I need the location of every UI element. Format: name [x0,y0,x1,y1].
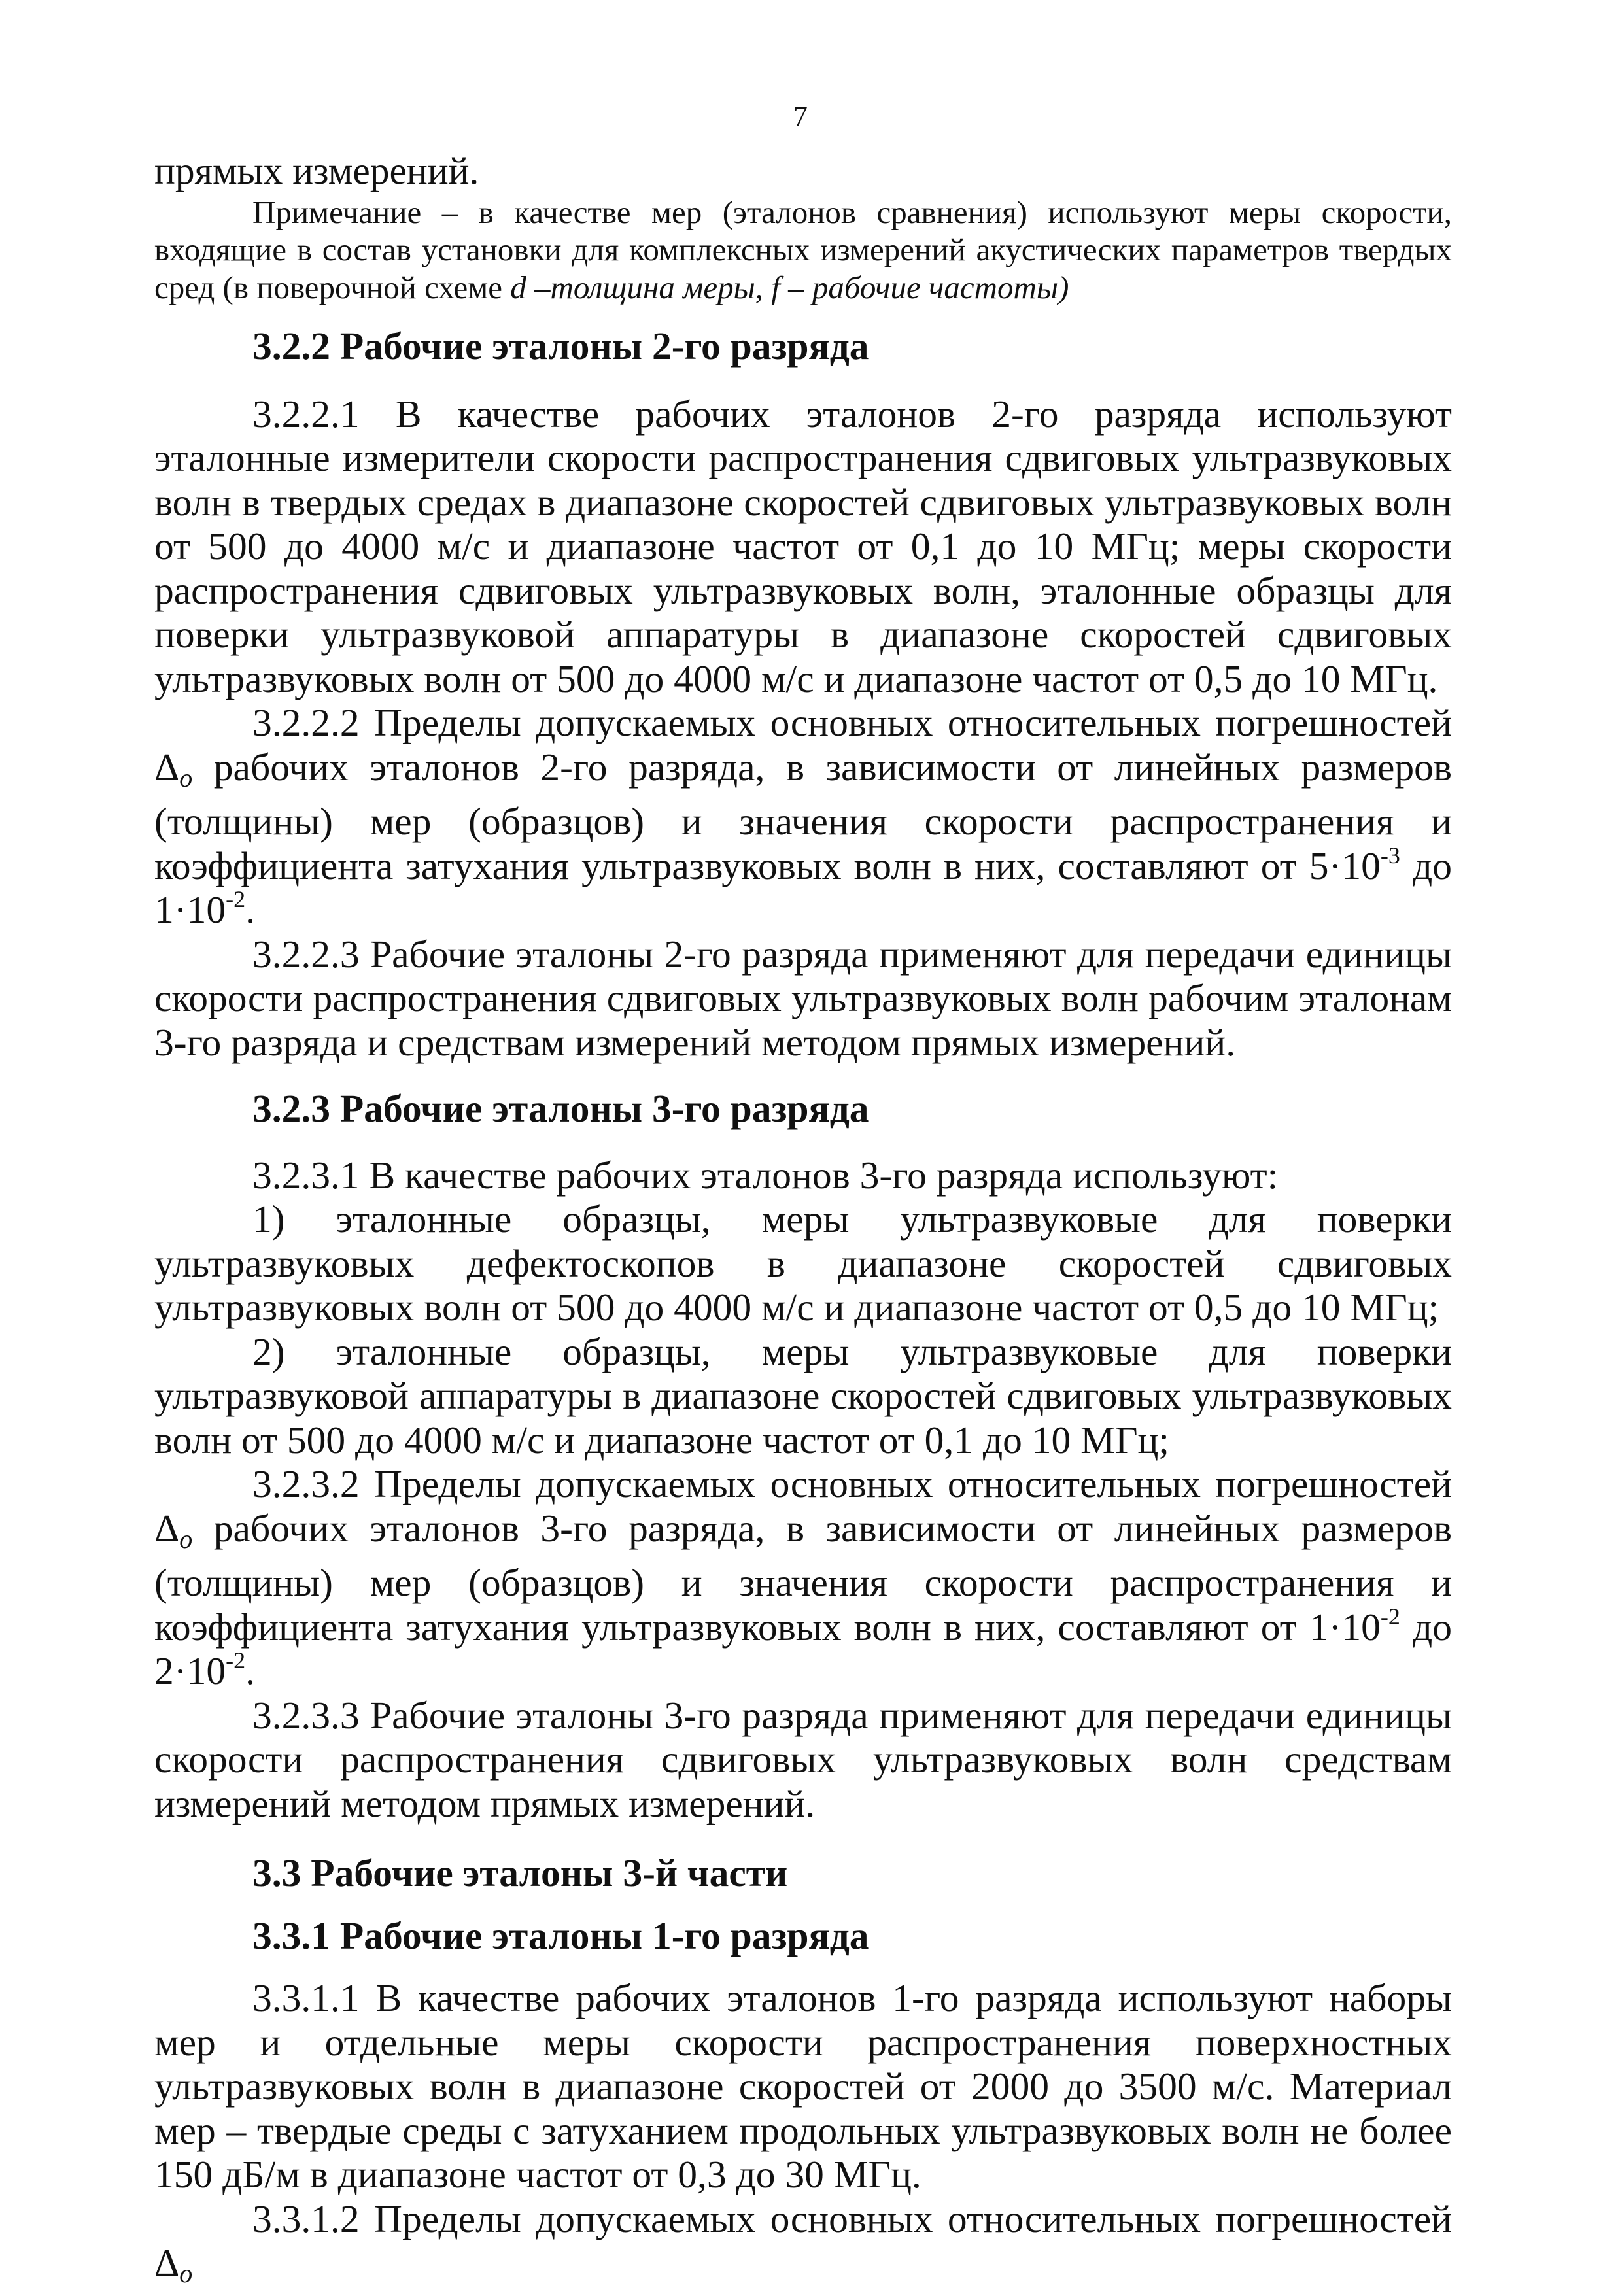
page-text [154,149,1452,2296]
paragraph-3-2-2-1: 3.2.2.1 В качестве рабочих эталонов 2-го разряда используют эталонные измерители скорости распространения сдвиговых ультразвуковых волн в твердых средах в диапазоне скоростей сдвиговых ультразвуковых волн от 500 до 4000 м/с и диапазоне частот от 0,1 до 10 МГц; меры скорости распространения сдвиговых ультразвуковых волн, эталонные образцы для поверки ультразвуковой аппаратуры в диапазоне скоростей сдвиговых ультразвуковых волн от 500 до 4000 м/с и диапазоне частот от 0,5 до 10 МГц. [154,392,1452,700]
paragraph-3-3-1-1: 3.3.1.1 В качестве рабочих эталонов 1-го разряда используют наборы мер и отдельные меры скорости распространения поверхностных ультразвуковых волн в диапазоне скоростей от 2000 до 3500 м/с. Материал мер – твердые среды с затуханием продольных ультразвуковых волн не более 150 дБ/м в диапазоне частот от 0,3 до 30 МГц. [154,1976,1452,2196]
note-paragraph: Примечание – в качестве мер (эталонов сравнения) используют меры скорости, входящие в состав установки для комплексных измерений акустических параметров твердых сред (в поверочной схеме d –толщина меры, f – рабочие частоты) [154,194,1452,305]
heading-3-3: 3.3 Рабочие эталоны 3-й части [252,1851,788,1894]
heading-3-2-3: 3.2.3 Рабочие эталоны 3-го разряда [252,1087,869,1130]
lead-line: прямых измерений. [154,149,479,192]
paragraph-3-2-3-1: 3.2.3.1 В качестве рабочих эталонов 3-го разряда используют: [252,1153,1279,1197]
list-item-1: 1) эталонные образцы, меры ультразвуковые для поверки ультразвуковых дефектоскопов в диапазоне скоростей сдвиговых ультразвуковых волн от 500 до 4000 м/с и диапазоне частот от 0,5 до 10 МГц; [154,1197,1452,1329]
heading-3-3-1: 3.3.1 Рабочие эталоны 1-го разряда [252,1913,869,1957]
paragraph-3-2-3-3: 3.2.3.3 Рабочие эталоны 3-го разряда применяют для передачи единицы скорости распространения сдвиговых ультразвуковых волн средствам измерений методом прямых измерений. [154,1693,1452,1825]
delta-symbol: Δo [154,1506,193,1554]
note-italic: d –толщина меры, f – рабочие частоты) [510,269,1069,305]
page-number: 7 [793,100,808,132]
paragraph-3-2-2-2: 3.2.2.2 Пределы допускаемых основных относительных погрешностей Δo рабочих эталонов 2-го разряда, в зависимости от линейных размеров (толщины) мер (образцов) и значения скорости распространения и коэффициента затухания ультразвуковых волн в них, составляют от $5\cdot 10^{-3}$ до $1\cdot 10^{-2}$. [154,701,1452,931]
delta-symbol: Δo [154,745,193,793]
list-item-2: 2) эталонные образцы, меры ультразвуковые для поверки ультразвуковой аппаратуры в диапазоне скоростей сдвиговых ультразвуковых волн от 500 до 4000 м/с и диапазоне частот от 0,1 до 10 МГц; [154,1329,1452,1462]
paragraph-3-3-1-2: 3.3.1.2 Пределы допускаемых основных относительных погрешностей Δo [154,2197,1452,2288]
heading-3-2-2: 3.2.2 Рабочие эталоны 2-го разряда [252,324,869,368]
paragraph-3-2-3-2: 3.2.3.2 Пределы допускаемых основных относительных погрешностей Δo рабочих эталонов 3-го разряда, в зависимости от линейных размеров (толщины) мер (образцов) и значения скорости распространения и коэффициента затухания ультразвуковых волн в них, составляют от $1\cdot 10^{-2}$ до $2\cdot 10^{-2}$. [154,1462,1452,1692]
paragraph-3-2-2-3: 3.2.2.3 Рабочие эталоны 2-го разряда применяют для передачи единицы скорости распространения сдвиговых ультразвуковых волн рабочим эталонам 3-го разряда и средствам измерений методом прямых измерений. [154,932,1452,1064]
delta-symbol: Δo [154,2241,193,2288]
